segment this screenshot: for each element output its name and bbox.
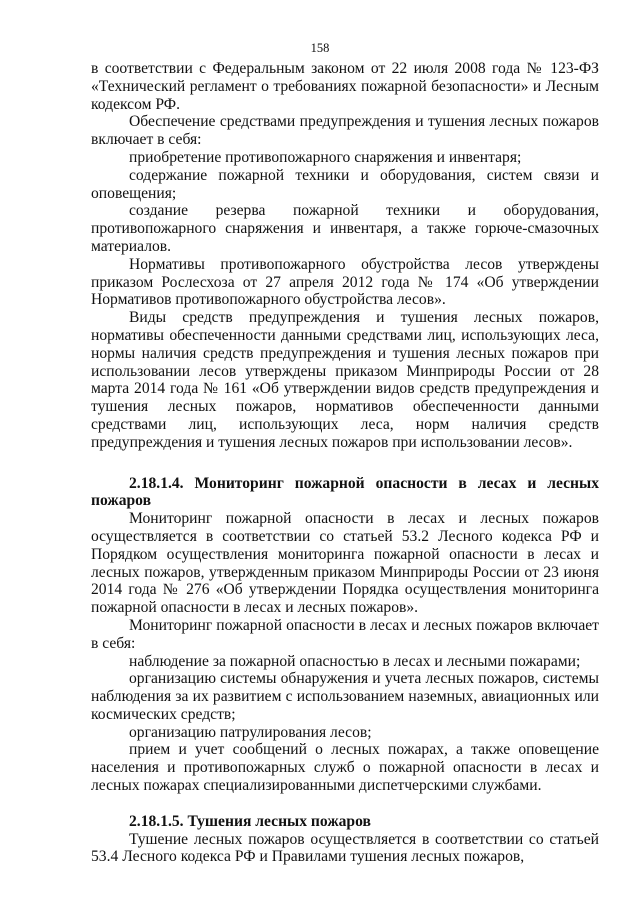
paragraph: наблюдение за пожарной опасностью в лесах и лесными пожарами;: [129, 652, 581, 670]
paragraph: прием и учет сообщений о лесных пожарах, а также оповещение населения и противопожарных служб о пожарной опасности в лесах и лесных пожарах специализированными диспетчерскими службами.: [91, 741, 599, 795]
paragraph: организацию патрулирования лесов;: [129, 723, 372, 741]
paragraph: Тушение лесных пожаров осуществляется в соответствии со статьей 53.4 Лесного кодекса РФ и Правилами тушения лесных пожаров,: [91, 830, 599, 866]
paragraph: в соответствии с Федеральным законом от 22 июля 2008 года № 123-ФЗ «Технический регламент о требованиях пожарной безопасности» и Лесным кодексом РФ.: [91, 60, 599, 113]
section-heading: 2.18.1.4. Мониторинг пожарной опасности в лесах и лесных пожаров: [91, 474, 599, 510]
page-number: 158: [310, 41, 330, 55]
paragraph: содержание пожарной техники и оборудования, систем связи и оповещения;: [91, 166, 599, 202]
paragraph: Обеспечение средствами предупреждения и тушения лесных пожаров включает в себя:: [91, 113, 599, 149]
paragraph: Нормативы противопожарного обустройства лесов утверждены приказом Рослесхоза от 27 апреля 2012 года № 174 «Об утверждении Нормативов противопожарного обустройства лесов».: [91, 255, 599, 309]
paragraph: создание резерва пожарной техники и оборудования, противопожарного снаряжения и инвентаря, а также горюче-смазочных материалов.: [91, 202, 599, 255]
paragraph: Виды средств предупреждения и тушения лесных пожаров, нормативы обеспеченности данными средствами лиц, использующих леса, нормы наличия средств предупреждения и тушения лесных пожаров при использовании лесов утверждены приказом Минприроды России от 28 марта 2014 года № 161 «Об утверждении видов средств предупреждения и тушения лесных пожаров, нормативов обеспеченности данными средствами лиц, использующих леса, норм наличия средств предупреждения и тушения лесных пожаров при использовании лесов».: [91, 309, 599, 451]
paragraph: Мониторинг пожарной опасности в лесах и лесных пожаров осуществляется в соответствии со статьей 53.2 Лесного кодекса РФ и Порядком осуществления мониторинга пожарной опасности в лесах и лесных пожаров, утвержденным приказом Минприроды России от 23 июня 2014 года № 276 «Об утверждении Порядка осуществления мониторинга пожарной опасности в лесах и лесных пожаров».: [91, 510, 599, 617]
document-body: [91, 60, 599, 866]
paragraph: организацию системы обнаружения и учета лесных пожаров, системы наблюдения за их развитием с использованием наземных, авиационных или космических средств;: [91, 670, 599, 723]
paragraph: Мониторинг пожарной опасности в лесах и лесных пожаров включает в себя:: [91, 616, 599, 652]
section-heading: 2.18.1.5. Тушения лесных пожаров: [129, 812, 371, 830]
paragraph: приобретение противопожарного снаряжения и инвентаря;: [129, 148, 522, 166]
